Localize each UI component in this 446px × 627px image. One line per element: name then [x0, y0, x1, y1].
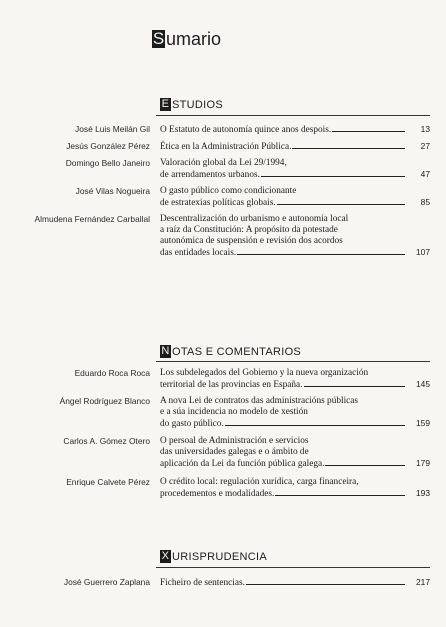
leader-line: [292, 148, 405, 149]
entry-title-line: Los subdelegados del Gobierno y la nueva organización: [160, 368, 369, 378]
toc-entry[interactable]: [160, 368, 430, 391]
entry-page-number: 145: [416, 379, 430, 389]
entry-page-number: 159: [416, 418, 430, 428]
entry-page-number: 107: [416, 247, 430, 257]
section-initial: N: [161, 345, 170, 357]
toc-entry[interactable]: [160, 436, 430, 470]
section-rule: [156, 567, 430, 568]
entry-title-line: das universidades galegas e o ámbito de: [160, 447, 309, 457]
title-initial: S: [152, 29, 165, 48]
entry-title-line: das entidades locais.: [160, 248, 237, 258]
leader-line: [304, 386, 406, 387]
entry-author: Jesús González Pérez: [66, 141, 150, 151]
leader-line: [325, 465, 405, 466]
section-initial: E: [161, 98, 170, 110]
entry-author: José Luis Meilán Gil: [75, 124, 150, 134]
toc-entry[interactable]: [160, 141, 430, 153]
entry-title-line: Descentralización do urbanismo e autonomía local: [160, 214, 349, 224]
entry-title-line: O crédito local: regulación xurídica, carga financeira,: [160, 477, 359, 487]
entry-page-number: 13: [420, 124, 430, 134]
entry-page-number: 47: [420, 169, 430, 179]
section-title: STUDIOS: [172, 98, 223, 111]
leader-line: [237, 254, 405, 255]
entry-author: Domingo Bello Janeiro: [65, 158, 150, 168]
toc-entry[interactable]: [160, 186, 430, 209]
entry-title-line: O Estatuto de autonomía quince anos despois.: [160, 125, 332, 135]
toc-entry[interactable]: [160, 477, 430, 500]
leader-line: [332, 131, 405, 132]
title-rest: umario: [166, 29, 222, 49]
entry-author: José Vilas Nogueira: [75, 186, 150, 196]
entry-page-number: 193: [416, 488, 430, 498]
entry-author: José Guerrero Zaplana: [63, 577, 150, 587]
section-heading-xurisprudencia: [160, 550, 267, 563]
toc-entry[interactable]: [160, 396, 430, 430]
leader-line: [277, 204, 405, 205]
section-rule: [156, 361, 430, 362]
entry-title-line: procedementos e modalidades.: [160, 489, 275, 499]
entry-page-number: 85: [420, 197, 430, 207]
entry-title-line: do gasto público.: [160, 419, 224, 429]
section-heading-estudios: [160, 98, 223, 111]
entry-title-line: de arrendamentos urbanos.: [160, 170, 260, 180]
leader-line: [261, 176, 405, 177]
entry-title-line: O persoal de Administración e servicios: [160, 436, 309, 446]
entry-author: Ángel Rodríguez Blanco: [59, 396, 150, 406]
entry-title-line: aplicación da Lei da función pública galega.: [160, 459, 325, 469]
toc-entry[interactable]: [160, 124, 430, 136]
entry-title-line: e a súa incidencia no modelo de xestión: [160, 407, 308, 417]
section-heading-notas-e-comentarios: [160, 345, 301, 358]
section-title: URISPRUDENCIA: [172, 550, 267, 563]
entry-title-line: Ficheiro de sentencias.: [160, 578, 245, 588]
entry-title-line: de estratexias políticas globais.: [160, 198, 276, 208]
page-title: [152, 29, 221, 49]
section-title: OTAS E COMENTARIOS: [172, 345, 302, 358]
entry-title-line: Ética en la Administración Pública.: [160, 142, 292, 152]
entry-title-line: a raíz da Constitución: A propósito da potestade: [160, 225, 338, 235]
toc-entry[interactable]: [160, 577, 430, 589]
entry-author: Enrique Calvete Pérez: [66, 477, 150, 487]
entry-author: Carlos A. Gómez Otero: [63, 436, 150, 446]
entry-title-line: territorial de las provincias en España.: [160, 380, 303, 390]
section-initial: X: [161, 550, 170, 562]
entry-author: Eduardo Roca Roca: [74, 368, 150, 378]
entry-page-number: 217: [416, 577, 430, 587]
toc-entry[interactable]: [160, 158, 430, 181]
leader-line: [275, 495, 405, 496]
leader-line: [246, 584, 405, 585]
entry-page-number: 27: [420, 141, 430, 151]
section-rule: [156, 115, 430, 116]
leader-line: [225, 425, 405, 426]
entry-author: Almudena Fernández Carballal: [34, 214, 150, 224]
entry-title-line: A nova Lei de contratos das administracións públicas: [160, 396, 359, 406]
entry-title-line: Valoración global da Lei 29/1994,: [160, 158, 287, 168]
entry-title-line: autonómica de suspensión e revisión dos acordos: [160, 236, 343, 246]
entry-page-number: 179: [416, 458, 430, 468]
entry-title-line: O gasto público como condicionante: [160, 186, 297, 196]
toc-entry[interactable]: [160, 214, 430, 259]
